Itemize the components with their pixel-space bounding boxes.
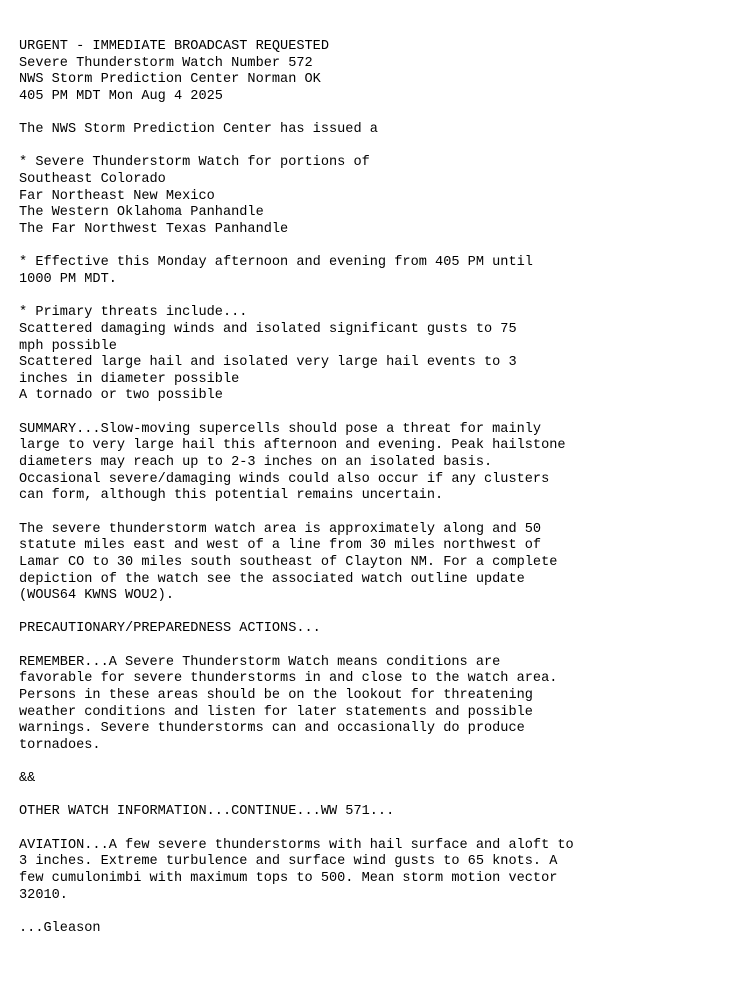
remember-text: REMEMBER...A Severe Thunderstorm Watch means conditions are: [19, 654, 501, 670]
watch-area-description: statute miles east and west of a line from 30 miles northwest of: [19, 538, 542, 554]
threat-item: A tornado or two possible: [19, 388, 223, 404]
watch-area-description: (WOUS64 KWNS WOU2).: [19, 588, 174, 604]
threat-item: mph possible: [19, 338, 117, 354]
remember-text: weather conditions and listen for later statements and possible: [19, 704, 533, 720]
summary-text: SUMMARY...Slow-moving supercells should pose a threat for mainly: [19, 421, 542, 437]
bulletin-line: [19, 904, 574, 921]
bulletin-intro: The NWS Storm Prediction Center has issued a: [19, 122, 378, 138]
bulletin-line: [19, 821, 574, 838]
bulletin-line: [19, 755, 574, 772]
precautionary-heading: PRECAUTIONARY/PREPAREDNESS ACTIONS...: [19, 621, 321, 637]
aviation-text: AVIATION...A few severe thunderstorms with hail surface and aloft to: [19, 837, 574, 853]
aviation-text: 3 inches. Extreme turbulence and surface wind gusts to 65 knots. A: [19, 854, 558, 870]
bulletin-watch-title: Severe Thunderstorm Watch Number 572: [19, 55, 313, 71]
section-separator: &&: [19, 771, 36, 787]
bulletin-line: [19, 239, 574, 256]
bulletin-line: [19, 139, 574, 156]
bulletin-line: [19, 605, 574, 622]
watch-area-item: Far Northeast New Mexico: [19, 188, 215, 204]
summary-text: Occasional severe/damaging winds could also occur if any clusters: [19, 471, 550, 487]
bulletin-issue-time: 405 PM MDT Mon Aug 4 2025: [19, 88, 223, 104]
remember-text: Persons in these areas should be on the lookout for threatening: [19, 687, 533, 703]
threat-item: Scattered damaging winds and isolated significant gusts to 75: [19, 321, 517, 337]
watch-bulletin-text: [19, 39, 574, 938]
effective-time-text: * Effective this Monday afternoon and evening from 405 PM until: [19, 255, 533, 271]
watch-area-item: The Far Northwest Texas Panhandle: [19, 222, 289, 238]
watch-area-heading: * Severe Thunderstorm Watch for portions of: [19, 155, 370, 171]
bulletin-urgency-line: URGENT - IMMEDIATE BROADCAST REQUESTED: [19, 39, 329, 54]
watch-area-item: The Western Oklahoma Panhandle: [19, 205, 264, 221]
aviation-text: few cumulonimbi with maximum tops to 500. Mean storm motion vector: [19, 871, 558, 887]
other-watch-info: OTHER WATCH INFORMATION...CONTINUE...WW 571...: [19, 804, 395, 820]
threat-item: inches in diameter possible: [19, 371, 240, 387]
remember-text: favorable for severe thunderstorms in and close to the watch area.: [19, 671, 558, 687]
watch-area-description: depiction of the watch see the associated watch outline update: [19, 571, 525, 587]
bulletin-line: [19, 505, 574, 522]
bulletin-line: [19, 405, 574, 422]
threat-item: Scattered large hail and isolated very large hail events to 3: [19, 355, 517, 371]
bulletin-line: [19, 638, 574, 655]
remember-text: tornadoes.: [19, 737, 101, 753]
effective-time-text: 1000 PM MDT.: [19, 271, 117, 287]
aviation-text: 32010.: [19, 887, 68, 903]
summary-text: large to very large hail this afternoon and evening. Peak hailstone: [19, 438, 566, 454]
bulletin-issuing-office: NWS Storm Prediction Center Norman OK: [19, 72, 321, 88]
summary-text: can form, although this potential remains uncertain.: [19, 488, 444, 504]
watch-area-item: Southeast Colorado: [19, 172, 166, 188]
forecaster-signature: ...Gleason: [19, 920, 101, 936]
summary-text: diameters may reach up to 2-3 inches on an isolated basis.: [19, 455, 493, 471]
bulletin-line: [19, 788, 574, 805]
watch-area-description: Lamar CO to 30 miles south southeast of Clayton NM. For a complete: [19, 554, 558, 570]
remember-text: warnings. Severe thunderstorms can and occasionally do produce: [19, 721, 525, 737]
watch-area-description: The severe thunderstorm watch area is approximately along and 50: [19, 521, 542, 537]
threats-heading: * Primary threats include...: [19, 305, 248, 321]
bulletin-line: [19, 289, 574, 306]
bulletin-line: [19, 106, 574, 123]
